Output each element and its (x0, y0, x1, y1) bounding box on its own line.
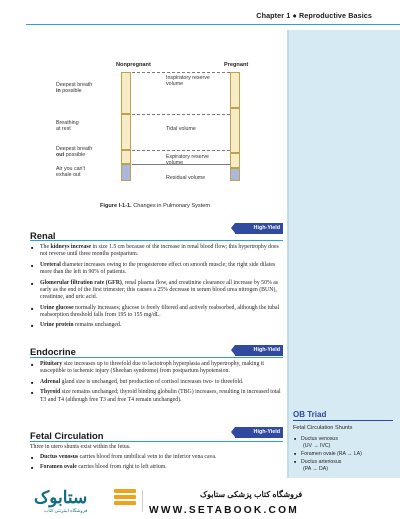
bar-pregnant-erv (230, 153, 240, 168)
connector-line (132, 114, 230, 115)
label-irv: Inspiratory reserve volume (166, 75, 210, 88)
bar-nonpregnant-residual (121, 164, 131, 181)
high-yield-badge: High-Yield (231, 427, 283, 438)
section-rule (30, 240, 283, 241)
bar-pregnant-irv (230, 72, 240, 108)
list-item: ■ Ureteral diameter increases owing to the progesterone effect on smooth muscle; the right side dilates more than the left in 90% of patients. (30, 262, 283, 277)
list-item: ■ Foramen ovale (RA → LA) (293, 451, 397, 458)
list-item: ■ Urine glucose normally increases; glucose is freely filtered and actively reabsorbed, although the tubal reabsorption threshold falls from 195 to 155 mg/dL. (30, 305, 283, 320)
list-item: ■ Pituitary size increases up to threefold due to lactotroph hyperplasia and hypertrophy, making it susceptible to ischemic injury (Sheehan syndrome) from postpartum hypotension. (30, 361, 283, 376)
sidebar-edge (287, 30, 289, 519)
bar-nonpregnant-irv (121, 72, 131, 114)
renal-list (30, 244, 283, 333)
list-item: ■ Urine protein remains unchanged. (30, 322, 283, 329)
chapter-title: Chapter 1 ● Reproductive Basics (256, 11, 372, 20)
endocrine-list (30, 361, 283, 407)
setabook-logo-subtitle: فروشگاه اینترنتی کتاب (44, 508, 88, 513)
connector-line (132, 72, 230, 73)
bar-nonpregnant-tidal (121, 114, 131, 150)
bar-pregnant-tidal (230, 108, 240, 153)
ob-triad-list (293, 436, 397, 474)
high-yield-badge: High-Yield (231, 223, 283, 234)
section-title-renal: Renal (30, 230, 56, 241)
section-title-endocrine: Endocrine (30, 346, 76, 357)
ob-triad-subtitle: Fetal Circulation Shunts (293, 425, 353, 431)
label-deepest-out: Deepest breath out possible (56, 146, 93, 159)
list-item: ■ Ductus arteriosus (PA → DA) (293, 459, 397, 472)
list-item: ■ Foramen ovale carries blood from right to left atrium. (30, 464, 283, 471)
section-rule (30, 441, 283, 442)
label-residual: Residual volume (166, 175, 206, 181)
ob-triad-title: OB Triad (293, 410, 327, 419)
bar-pregnant-residual (230, 168, 240, 181)
section-title-fetal-circulation: Fetal Circulation (30, 430, 104, 441)
books-icon (114, 489, 136, 507)
col-label-pregnant: Pregnant (224, 62, 249, 68)
ob-triad-rule (293, 420, 393, 421)
store-url: WWW.SETABOOK.COM (149, 505, 299, 516)
divider (142, 490, 143, 512)
list-item: ■ Ductus venosus carries blood from umbilical vein to the inferior vena cava. (30, 454, 283, 461)
col-label-nonpregnant: Nonpregnant (116, 62, 151, 68)
high-yield-badge: High-Yield (231, 345, 283, 356)
fetal-intro: Three in utero shunts exist within the fetus. (30, 444, 131, 450)
pulmonary-figure (56, 58, 282, 198)
watermark-banner (0, 478, 400, 519)
list-item: ■ Adrenal gland size is unchanged, but production of cortisol increases two- to threefold. (30, 379, 283, 386)
label-tidal: Tidal volume (166, 126, 196, 132)
bar-nonpregnant-erv (121, 150, 131, 164)
fetal-list (30, 454, 283, 475)
label-breathing-rest: Breathing at rest (56, 120, 79, 133)
list-item: ■ Glomerular filtration rate (GFR), renal plasma flow, and creatinine clearance all increase by 50% as early as the end of the first trimester; this causes a 25% decrease in serum blood urea nitrogen (BUN), creatinine, and uric acid. (30, 280, 283, 302)
list-item: ■ Ductus venosus (UV → IVC) (293, 436, 397, 449)
running-head (0, 11, 400, 27)
setabook-logo: ستابوک (34, 488, 88, 507)
section-rule (30, 357, 283, 358)
list-item: ■ Thyroid size remains unchanged; thyroid binding globulin (TBG) increases, resulting in increased total T3 and T4 (although free T3 and free T4 remain unchanged). (30, 389, 283, 404)
store-name: فروشگاه کتاب پزشکی ستابوک (200, 490, 303, 499)
connector-line (132, 150, 230, 151)
figure-caption: Figure I-1-1. Changes in Pulmonary System (99, 203, 211, 209)
label-air-cant-exhale: Air you can't exhale out (56, 166, 85, 179)
label-erv: Expiratory reserve volume (166, 154, 209, 167)
label-deepest-in: Deepest breath in possible (56, 82, 93, 95)
list-item: ■ The kidneys increase in size 1.5 cm because of the increase in renal blood flow; this hypertrophy does not reverse until three months postpartum. (30, 244, 283, 259)
header-rule (26, 24, 400, 25)
